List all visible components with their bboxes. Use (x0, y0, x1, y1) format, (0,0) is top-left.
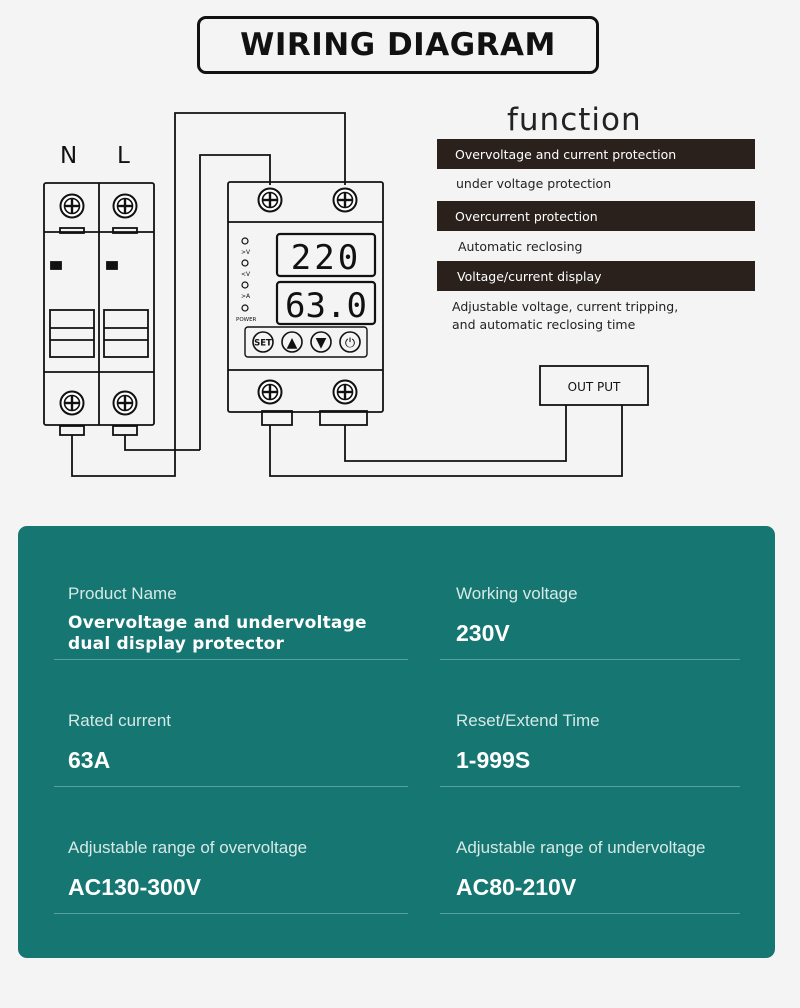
undervoltage-range-value: AC80-210V (456, 874, 577, 900)
indicator-under-voltage: <V (241, 271, 251, 278)
function-item-2: under voltage protection (456, 176, 612, 191)
working-voltage-value: 230V (456, 620, 510, 646)
function-item-7: and automatic reclosing time (452, 317, 636, 332)
function-item-4: Automatic reclosing (458, 239, 583, 254)
function-item-3: Overcurrent protection (437, 201, 755, 231)
function-item-5: Voltage/current display (437, 261, 755, 291)
reset-time-label: Reset/Extend Time (456, 711, 600, 730)
overvoltage-range-label: Adjustable range of overvoltage (68, 838, 308, 857)
rated-current-label: Rated current (68, 711, 171, 730)
diagram-title: WIRING DIAGRAM (197, 16, 599, 74)
power-button[interactable]: ⏻ (344, 336, 356, 351)
divider (54, 786, 408, 787)
product-name-value-line1: Overvoltage and undervoltage (68, 613, 367, 633)
reset-time-value: 1-999S (456, 747, 531, 773)
divider (440, 659, 740, 660)
wire-out-1 (270, 405, 622, 476)
circuit-breaker (44, 143, 154, 435)
divider (440, 786, 740, 787)
working-voltage-label: Working voltage (456, 584, 578, 603)
output-box (540, 366, 648, 405)
current-display: 63.0 (285, 286, 367, 326)
label-n: N (60, 143, 78, 169)
rated-current-value: 63A (68, 747, 111, 773)
voltage-display: 220 (290, 238, 362, 278)
undervoltage-range-label: Adjustable range of undervoltage (456, 838, 706, 857)
down-button[interactable]: ▼ (315, 335, 327, 351)
wire-out-2 (345, 405, 566, 461)
indicator-over-current: >A (241, 293, 251, 300)
indicator-power: POWER (236, 317, 257, 323)
divider (54, 913, 408, 914)
indicator-over-voltage: >V (241, 249, 251, 256)
wire-n-bottom (72, 435, 175, 476)
function-item-1: Overvoltage and current protection (437, 139, 755, 169)
divider (440, 913, 740, 914)
set-button[interactable]: SET (254, 338, 272, 349)
function-item-6: Adjustable voltage, current tripping, (452, 299, 679, 314)
divider (54, 659, 408, 660)
label-l: L (117, 143, 130, 169)
voltage-protector (228, 182, 383, 425)
product-name-value-line2: dual display protector (68, 634, 285, 654)
output-label: OUT PUT (567, 380, 621, 394)
product-name-label: Product Name (68, 584, 177, 603)
function-title: function (507, 102, 642, 138)
wire-l-bottom (125, 435, 200, 450)
up-button[interactable]: ▲ (286, 335, 298, 351)
overvoltage-range-value: AC130-300V (68, 874, 201, 900)
